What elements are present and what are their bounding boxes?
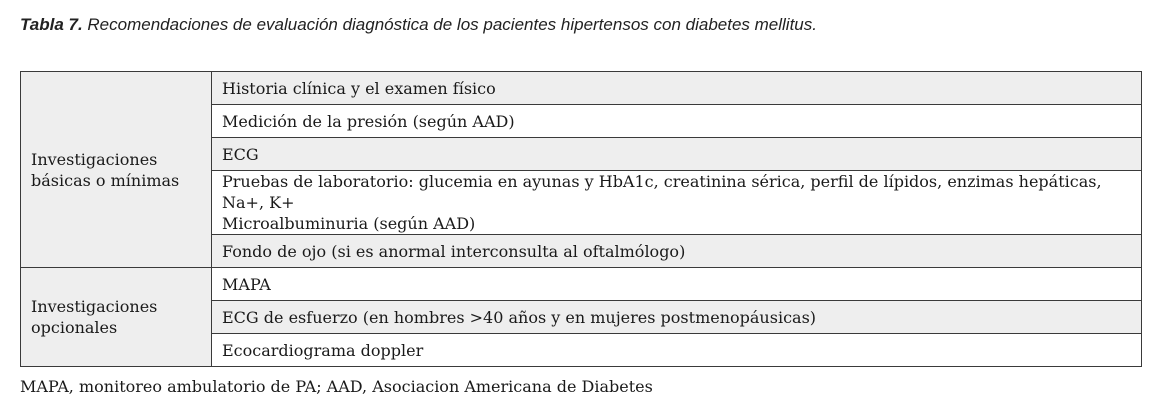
item-lab-tests-line2: Microalbuminuria (según AAD) [222, 214, 476, 233]
item-mapa: MAPA [212, 268, 1142, 301]
recommendations-table [20, 71, 1142, 367]
table-footnote: MAPA, monitoreo ambulatorio de PA; AAD, Asociacion Americana de Diabetes [20, 377, 653, 396]
item-lab-tests-line1: Pruebas de laboratorio: glucemia en ayunas y HbA1c, creatinina sérica, perfil de lípidos, enzimas hepáticas, Na+, K+ [222, 172, 1102, 212]
item-blood-pressure: Medición de la presión (según AAD) [212, 105, 1142, 138]
group-optional-label [21, 268, 212, 367]
table-row [21, 72, 1142, 105]
group-optional-label-line2: opcionales [31, 318, 118, 337]
item-ecg: ECG [212, 138, 1142, 171]
item-echocardiogram: Ecocardiograma doppler [212, 334, 1142, 367]
table-row [21, 268, 1142, 301]
group-optional-label-line1: Investigaciones [31, 297, 158, 316]
item-fundus-exam: Fondo de ojo (si es anormal interconsulta al oftalmólogo) [212, 235, 1142, 268]
item-stress-ecg: ECG de esfuerzo (en hombres >40 años y en mujeres postmenopáusicas) [212, 301, 1142, 334]
table-caption-text: Recomendaciones de evaluación diagnóstica de los pacientes hipertensos con diabetes mellitus. [87, 15, 817, 34]
group-basic-label [21, 72, 212, 268]
group-basic-label-line1: Investigaciones [31, 149, 158, 169]
item-history-exam: Historia clínica y el examen físico [212, 72, 1142, 105]
item-lab-tests [212, 171, 1142, 235]
table-caption [20, 15, 817, 35]
group-basic-label-line2: básicas o mínimas [31, 170, 180, 190]
table-caption-label: Tabla 7. [20, 15, 83, 34]
